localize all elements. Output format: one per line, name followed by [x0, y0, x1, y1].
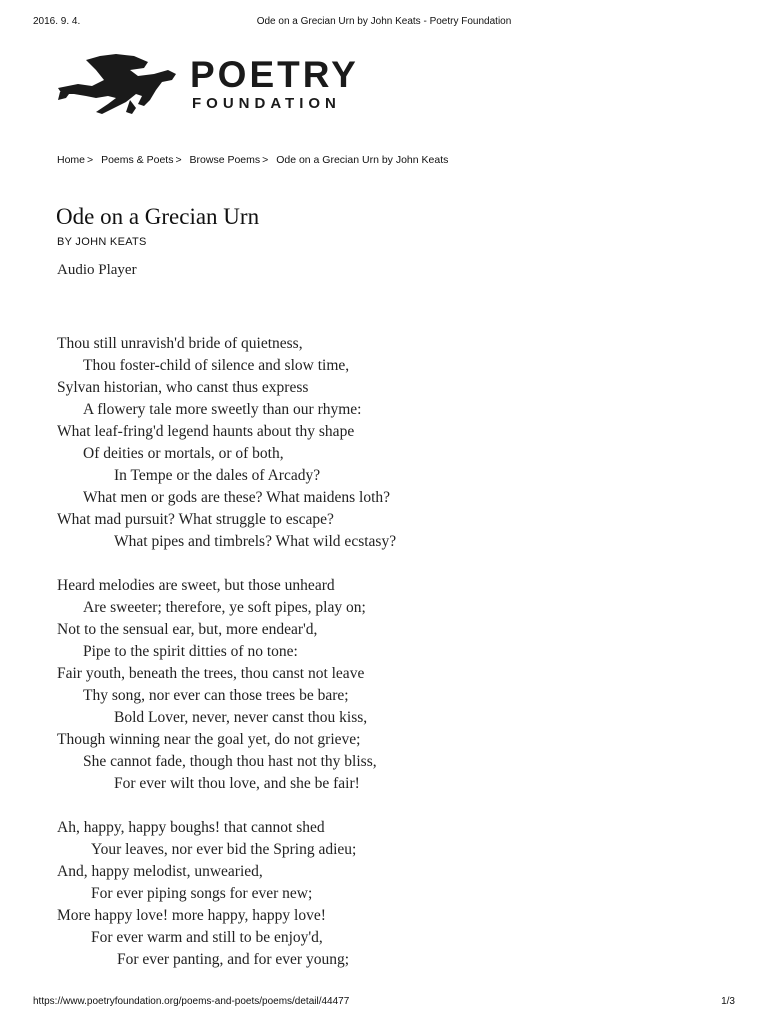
print-page-title: Ode on a Grecian Urn by John Keats - Poetry Foundation: [256, 16, 512, 27]
poem-line: Pipe to the spirit ditties of no tone:: [83, 643, 298, 660]
logo-wordmark-poetry: POETRY: [190, 54, 359, 95]
poem-line: For ever warm and still to be enjoy'd,: [91, 929, 323, 946]
pegasus-icon: [56, 50, 181, 120]
print-header: [33, 16, 735, 30]
poem-author[interactable]: BY JOHN KEATS: [57, 236, 147, 248]
breadcrumb-separator: >: [262, 154, 269, 166]
poem-line: Bold Lover, never, never canst thou kiss,: [114, 709, 368, 726]
poem-line: For ever panting, and for ever young;: [117, 951, 350, 968]
breadcrumb-browse-poems[interactable]: Browse Poems: [189, 154, 261, 166]
poem-line: And, happy melodist, unwearied,: [57, 863, 263, 880]
poem-line: For ever piping songs for ever new;: [91, 885, 313, 902]
poem-line: Not to the sensual ear, but, more endear'd,: [57, 621, 318, 638]
print-page-number: 1/3: [721, 996, 735, 1007]
stanza-3: [57, 817, 717, 971]
poem-line: Fair youth, beneath the trees, thou canst not leave: [57, 665, 365, 682]
print-date: 2016. 9. 4.: [33, 16, 81, 27]
poem-line: Thy song, nor ever can those trees be bare;: [83, 687, 349, 704]
page-title: Ode on a Grecian Urn: [56, 204, 260, 229]
poem-line: Ah, happy, happy boughs! that cannot shed: [57, 819, 325, 836]
poem-line: Sylvan historian, who canst thus express: [57, 379, 309, 396]
logo-wordmark-foundation: FOUNDATION: [192, 95, 341, 112]
poetry-foundation-logo[interactable]: [56, 50, 376, 120]
breadcrumb-home[interactable]: Home: [57, 154, 86, 166]
breadcrumb-current[interactable]: Ode on a Grecian Urn by John Keats: [276, 154, 449, 166]
poem-line: A flowery tale more sweetly than our rhyme:: [83, 401, 362, 418]
poem-line: Heard melodies are sweet, but those unheard: [57, 577, 335, 594]
breadcrumb: [57, 154, 448, 166]
poem-line: Your leaves, nor ever bid the Spring adieu;: [91, 841, 357, 858]
poem-line: For ever wilt thou love, and she be fair!: [114, 775, 360, 792]
breadcrumb-poems-poets[interactable]: Poems & Poets: [101, 154, 174, 166]
poem-line: What leaf-fring'd legend haunts about thy shape: [57, 423, 355, 440]
breadcrumb-separator: >: [175, 154, 182, 166]
poem-body: [57, 333, 717, 993]
poem-line: Thou still unravish'd bride of quietness,: [57, 335, 303, 352]
poem-line: What pipes and timbrels? What wild ecstasy?: [114, 533, 397, 550]
stanza-1: [57, 333, 717, 553]
poem-line: More happy love! more happy, happy love!: [57, 907, 326, 924]
poem-line: What mad pursuit? What struggle to escape?: [57, 511, 334, 528]
breadcrumb-separator: >: [87, 154, 94, 166]
poem-line: Though winning near the goal yet, do not grieve;: [57, 731, 361, 748]
poem-line: Thou foster-child of silence and slow time,: [83, 357, 350, 374]
poem-line: She cannot fade, though thou hast not thy bliss,: [83, 753, 377, 770]
poem-line: Of deities or mortals, or of both,: [83, 445, 284, 462]
poem-line: Are sweeter; therefore, ye soft pipes, play on;: [83, 599, 366, 616]
print-url: https://www.poetryfoundation.org/poems-and-poets/poems/detail/44477: [33, 996, 350, 1007]
poem-line: In Tempe or the dales of Arcady?: [114, 467, 321, 484]
print-footer: [33, 996, 735, 1010]
poem-line: What men or gods are these? What maidens loth?: [83, 489, 391, 506]
audio-player[interactable]: Audio Player: [57, 262, 137, 278]
stanza-2: [57, 575, 717, 795]
